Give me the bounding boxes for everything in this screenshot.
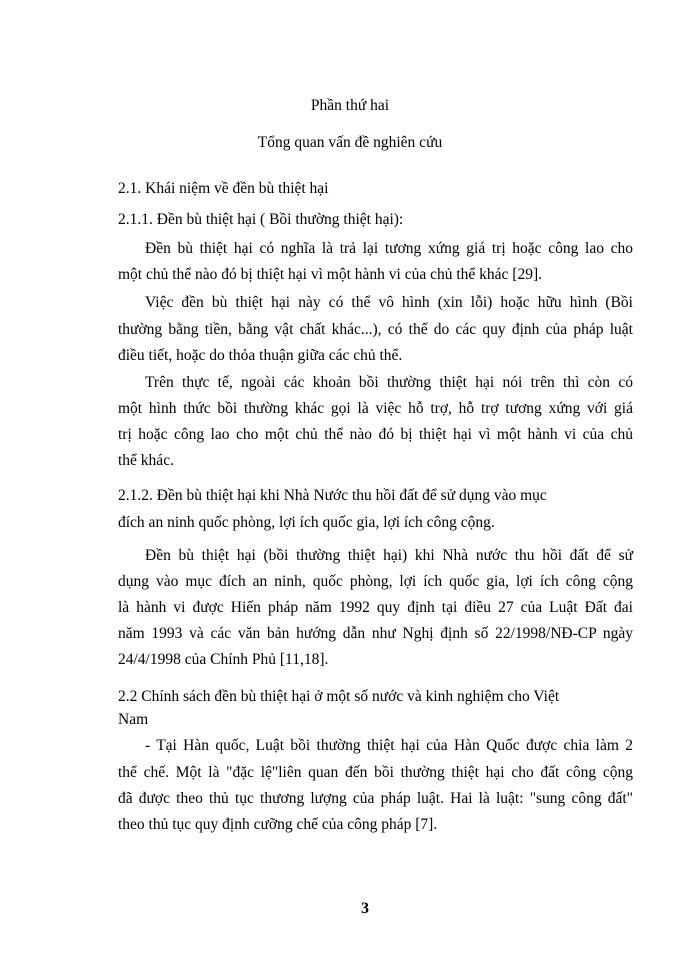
paragraph-line: năm 1993 và các văn bản hướng dẫn như Nghị định số 22/1998/NĐ-CP ngày <box>118 625 633 642</box>
section-2-1-2-heading: 2.1.2. Đền bù thiệt hại khi Nhà Nước thu hồi đất để sử dụng vào mục <box>118 487 547 504</box>
paragraph-line: là hành vi được Hiến pháp năm 1992 quy định tại điều 27 của Luật Đất đai <box>118 599 633 616</box>
part-title: Phần thứ hai <box>310 97 390 114</box>
paragraph-line: Việc đền bù thiệt hại này có thể vô hình (xin lỗi) hoặc hữu hình (Bồi <box>145 294 633 311</box>
paragraph-line: thường bằng tiền, bằng vật chất khác...), có thể do các quy định của pháp luật <box>118 321 633 338</box>
page-number: 3 <box>361 900 369 917</box>
paragraph-line: thể khác. <box>118 452 174 469</box>
section-2-1-2-heading-cont: đích an ninh quốc phòng, lợi ích quốc gia, lợi ích công cộng. <box>118 514 495 531</box>
paragraph-line: thể chế. Một là "đặc lệ"liên quan đến bồi thường thiệt hại cho đất công cộng <box>118 764 633 781</box>
paragraph-line: 24/4/1998 của Chính Phủ [11,18]. <box>118 651 329 668</box>
section-2-1-1-heading: 2.1.1. Đền bù thiệt hại ( Bồi thường thiệt hại): <box>118 211 404 228</box>
part-subtitle: Tổng quan vấn đề nghiên cứu <box>257 134 443 151</box>
paragraph-line: theo thủ tục quy định cưỡng chế của công pháp [7]. <box>118 816 438 833</box>
paragraph-line: Đền bù thiệt hại có nghĩa là trả lại tương xứng giá trị hoặc công lao cho <box>145 240 633 257</box>
paragraph-line: Đền bù thiệt hại (bồi thường thiệt hại) khi Nhà nước thu hồi đất để sử <box>145 547 633 564</box>
section-2-2-heading-cont: Nam <box>118 711 149 728</box>
section-2-2-heading: 2.2 Chính sách đền bù thiệt hại ở một số nước và kinh nghiệm cho Việt <box>118 688 560 705</box>
paragraph-line: một hình thức bồi thường khác gọi là việc hỗ trợ, hỗ trợ tương xứng với giá <box>118 400 633 417</box>
paragraph-line: điều tiết, hoặc do thỏa thuận giữa các chủ thể. <box>118 347 403 364</box>
paragraph-line: - Tại Hàn quốc, Luật bồi thường thiệt hại của Hàn Quốc được chia làm 2 <box>145 737 633 754</box>
section-2-1-heading: 2.1. Khái niệm về đền bù thiệt hại <box>118 180 329 197</box>
paragraph-line: trị hoặc công lao cho một chủ thể nào đó bị thiệt hại vì một hành vi của chủ <box>118 426 633 443</box>
paragraph-line: dụng vào mục đích an ninh, quốc phòng, lợi ích quốc gia, lợi ích công cộng <box>118 573 633 590</box>
paragraph-line: đã được theo thủ tục thương lượng của pháp luật. Hai là luật: "sung công đất" <box>118 790 633 807</box>
paragraph-line: Trên thực tế, ngoài các khoản bồi thường thiệt hại nói trên thì còn có <box>145 374 633 391</box>
paragraph-line: một chủ thể nào đó bị thiệt hại vì một hành vi của chủ thể khác [29]. <box>118 266 542 283</box>
